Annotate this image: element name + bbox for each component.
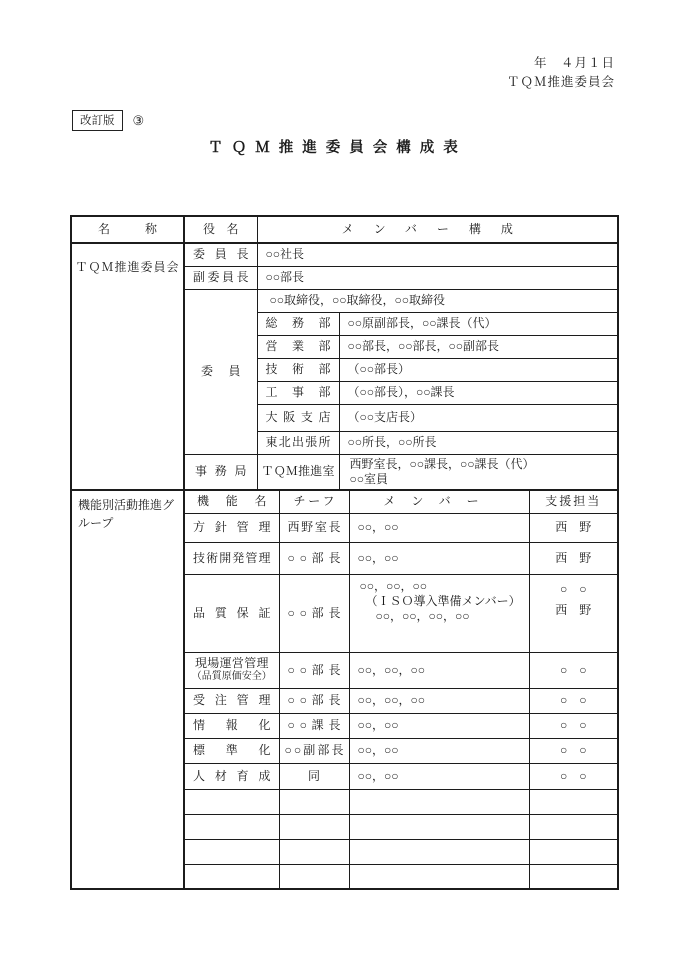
- dept-name: 東北出張所: [257, 431, 339, 454]
- dept-name: 大阪支店: [257, 404, 339, 431]
- role-vice-chairman: 副委員長: [184, 266, 257, 289]
- function-chief: ○○副部長: [279, 738, 349, 763]
- dept-name: 工事部: [257, 381, 339, 404]
- function-members: ○○，○○，○○: [349, 652, 529, 688]
- committee-group-name: ＴＱＭ推進委員会: [71, 243, 184, 490]
- column-header-chief: チーフ: [279, 490, 349, 513]
- dept-name: 総務部: [257, 312, 339, 335]
- function-chief: 西野室長: [279, 513, 349, 542]
- function-chief: ○○部長: [279, 688, 349, 713]
- function-members: ○○，○○: [349, 763, 529, 789]
- function-support: ○ ○: [529, 652, 618, 688]
- secretariat-members-line1: 西野室長，○○課長，○○課長（代）: [349, 456, 535, 471]
- role-secretariat: 事務局: [184, 454, 257, 490]
- function-name: 人材育成: [184, 763, 279, 789]
- dept-name: 技術部: [257, 358, 339, 381]
- column-header-members: メンバー構成: [257, 216, 618, 243]
- secretariat-members-line2: ○○室員: [349, 471, 388, 486]
- function-support: ○ ○: [529, 763, 618, 789]
- org-line: ＴＱＭ推進委員会: [506, 75, 615, 90]
- date-line: 年 ４月１日: [533, 56, 615, 70]
- dept-members: ○○部長，○○部長，○○副部長: [339, 335, 618, 358]
- dept-members: ○○所長，○○所長: [339, 431, 618, 454]
- revision-block: [72, 110, 144, 131]
- function-name: 方針管理: [184, 513, 279, 542]
- function-members: ○○，○○: [349, 738, 529, 763]
- function-chief: ○○部長: [279, 542, 349, 574]
- revision-label-box: 改訂版: [72, 110, 123, 131]
- column-header-function: 機能名: [184, 490, 279, 513]
- function-name: 技術開発管理: [184, 542, 279, 574]
- column-header-name: 名称: [71, 216, 184, 243]
- vice-chairman-members: ○○部長: [257, 266, 618, 289]
- function-members: ○○，○○，○○ （ＩＳＯ導入準備メンバー） ○○，○○，○○，○○: [349, 574, 529, 652]
- function-name: 受注管理: [184, 688, 279, 713]
- function-group-name: 機能別活動推進グ ループ: [71, 490, 184, 889]
- function-name: 現場運営管理 （品質原価安全）: [184, 652, 279, 688]
- header-date-block: [507, 54, 615, 93]
- dept-members: （○○部長），○○課長: [339, 381, 618, 404]
- function-support: ○ ○: [529, 688, 618, 713]
- function-members: ○○，○○: [349, 513, 529, 542]
- page-title: ＴＱＭ推進委員会構成表: [208, 140, 467, 156]
- function-chief: 同: [279, 763, 349, 789]
- function-name: 標準化: [184, 738, 279, 763]
- column-header-role: 役名: [184, 216, 257, 243]
- dept-members: ○○原副部長，○○課長（代）: [339, 312, 618, 335]
- directors-members: ○○取締役，○○取締役，○○取締役: [257, 289, 618, 312]
- function-chief: ○○課長: [279, 713, 349, 738]
- function-members: ○○，○○: [349, 713, 529, 738]
- revision-number: ③: [132, 112, 145, 128]
- dept-name: 営業部: [257, 335, 339, 358]
- function-support: ○ ○: [529, 713, 618, 738]
- function-support: 西 野: [529, 542, 618, 574]
- role-chairman: 委員長: [184, 243, 257, 266]
- dept-members: （○○支店長）: [339, 404, 618, 431]
- column-header-support: 支援担当: [529, 490, 618, 513]
- secretariat-office: ＴＱＭ推進室: [257, 454, 339, 490]
- function-members: ○○，○○，○○: [349, 688, 529, 713]
- role-member: 委員: [184, 289, 257, 454]
- committee-structure-table: [70, 215, 619, 890]
- dept-members: （○○部長）: [339, 358, 618, 381]
- function-members: ○○，○○: [349, 542, 529, 574]
- function-support: ○ ○ 西 野: [529, 574, 618, 652]
- secretariat-members: [339, 454, 618, 490]
- chairman-members: ○○社長: [257, 243, 618, 266]
- column-header-function-members: メンバー: [349, 490, 529, 513]
- function-name: 情報化: [184, 713, 279, 738]
- function-chief: ○○部長: [279, 652, 349, 688]
- function-name: 品質保証: [184, 574, 279, 652]
- function-support: ○ ○: [529, 738, 618, 763]
- function-chief: ○○部長: [279, 574, 349, 652]
- function-support: 西 野: [529, 513, 618, 542]
